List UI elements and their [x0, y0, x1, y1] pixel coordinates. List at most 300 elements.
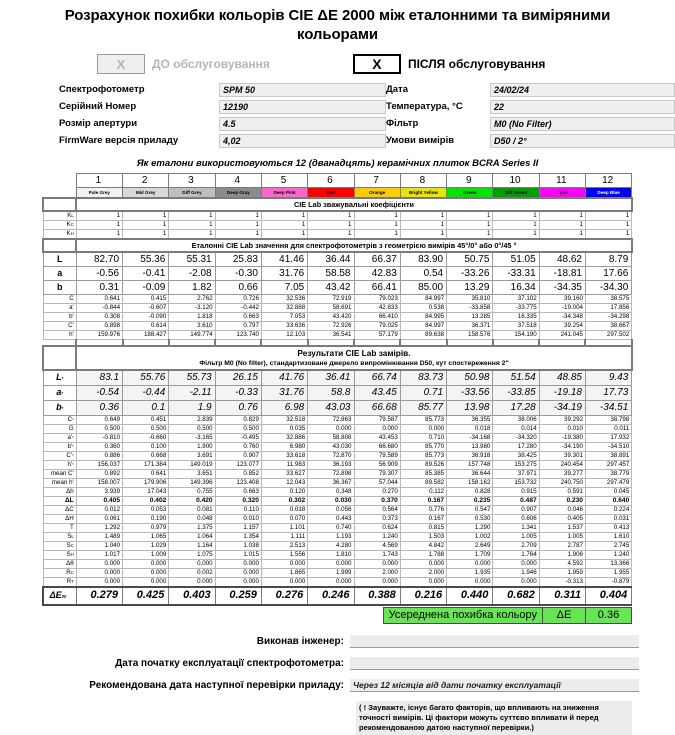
table-cell: 0.886 [76, 451, 122, 460]
label-serial: Серійний Номер [59, 101, 137, 112]
table-cell: 0.000 [354, 424, 400, 433]
row-label [43, 359, 76, 370]
table-cell: 0.000 [215, 577, 261, 587]
table-cell: 0.000 [215, 568, 261, 577]
table-cell: -3.120 [169, 304, 215, 313]
table-cell: 1.164 [169, 541, 215, 550]
info-row-aperture [59, 116, 386, 131]
table-cell: 1.375 [169, 523, 215, 532]
row-label: ΔC [43, 505, 76, 514]
table-cell: 2.787 [539, 541, 585, 550]
value-serial[interactable]: 12190 [219, 100, 386, 114]
value-aperture[interactable]: 4.5 [219, 117, 386, 131]
row-label [43, 174, 76, 188]
table-cell: -2.11 [169, 385, 215, 400]
table-cell: 159.976 [76, 331, 122, 340]
table-cell: -0.313 [539, 577, 585, 587]
table-cell: 12.103 [261, 331, 307, 340]
table-cell: 0.018 [261, 505, 307, 514]
measured-derived-row [43, 415, 632, 424]
table-cell: 0.979 [123, 523, 169, 532]
table-cell: 55.36 [123, 252, 169, 267]
table-cell: 17.856 [585, 304, 631, 313]
table-cell: 0.624 [354, 523, 400, 532]
table-cell: 85.385 [400, 469, 446, 478]
table-cell: 158.162 [447, 478, 493, 487]
table-cell: 57.044 [354, 478, 400, 487]
table-cell: 1 [493, 221, 539, 230]
table-cell: 1 [123, 221, 169, 230]
table-cell: 0.915 [493, 487, 539, 496]
engineer-label: Виконав інженер: [256, 635, 344, 647]
table-cell: 43.42 [308, 281, 354, 295]
table-cell: 1.193 [308, 532, 354, 541]
reference-lab-row [43, 252, 632, 267]
table-cell: 1 [76, 230, 122, 240]
table-cell: 79.025 [354, 322, 400, 331]
table-cell: 0.413 [585, 523, 631, 532]
table-cell: 33.636 [261, 322, 307, 331]
table-cell: 3 [169, 174, 215, 188]
label-filter: Фільтр [386, 118, 419, 129]
reference-derived-row [43, 295, 632, 304]
value-conditions[interactable]: D50 / 2° [490, 134, 675, 148]
table-cell: 39.301 [539, 451, 585, 460]
table-cell: 43.45 [354, 385, 400, 400]
table-cell: 1.788 [400, 550, 446, 559]
table-cell: -34.35 [539, 281, 585, 295]
section-title: Еталонні CIE Lab значення для спектрофотометрів з геометрією вимірів 45°/0° або 0°/45 ° [76, 239, 632, 252]
table-cell: 0.829 [215, 415, 261, 424]
table-cell: 16.335 [493, 313, 539, 322]
table-cell: 0.907 [215, 451, 261, 460]
row-label: h' [43, 331, 76, 340]
row-label: ΔL [43, 496, 76, 505]
table-cell: 1.017 [76, 550, 122, 559]
section-title: Фільтр M0 (No filter), стандартизоване джерело випромінювання D50, кут спостереження 2" [76, 359, 632, 370]
info-row-spectrophotometer [59, 82, 386, 97]
table-cell: 158.007 [76, 478, 122, 487]
table-cell: 2.709 [493, 541, 539, 550]
table-cell: 0.892 [76, 469, 122, 478]
table-cell: 0.053 [123, 505, 169, 514]
table-cell: 72.919 [308, 295, 354, 304]
table-cell: 85.773 [400, 415, 446, 424]
next-check-label: Рекомендована дата наступної перевірки приладу: [89, 679, 344, 691]
table-cell: 38.891 [585, 451, 631, 460]
next-check-input[interactable]: Через 12 місяців від дати початку експлуатації [350, 679, 639, 692]
table-cell: -34.19 [539, 400, 585, 415]
table-cell: 0.740 [308, 523, 354, 532]
table-cell: 51.05 [493, 252, 539, 267]
table-cell: 89.526 [400, 460, 446, 469]
table-cell: 0.404 [585, 587, 631, 605]
table-cell: 0.797 [215, 322, 261, 331]
table-cell: 0.035 [261, 424, 307, 433]
table-cell: 0.279 [76, 587, 122, 605]
start-date-label: Дата початку експлуатації спектрофотометра: [115, 657, 344, 669]
table-cell: -33.858 [447, 304, 493, 313]
table-cell: 55.76 [123, 370, 169, 386]
table-cell: -3.165 [169, 433, 215, 442]
table-cell: 0.500 [215, 424, 261, 433]
table-cell: 1.002 [447, 532, 493, 541]
row-label: SL [43, 532, 76, 541]
table-cell: 79.307 [354, 469, 400, 478]
table-cell: 51.54 [493, 370, 539, 386]
table-cell: 0.010 [215, 514, 261, 523]
table-cell: 1.292 [76, 523, 122, 532]
table-cell: 1.537 [539, 523, 585, 532]
table-cell: 0.443 [308, 514, 354, 523]
footer-row-next-check [0, 679, 675, 692]
section-results-title [43, 346, 632, 359]
table-cell: 58.58 [308, 267, 354, 281]
table-cell: -19.18 [539, 385, 585, 400]
table-cell: 66.410 [354, 313, 400, 322]
average-error-symbol: ΔE [542, 608, 585, 623]
measured-derived-row [43, 451, 632, 460]
table-cell: 1.556 [261, 550, 307, 559]
table-cell: 0.000 [76, 559, 122, 568]
table-cell: Diff Green [493, 188, 539, 199]
table-cell: 0.167 [400, 514, 446, 523]
table-cell: 0.36 [76, 400, 122, 415]
table-cell: 0.348 [308, 487, 354, 496]
delta-e-row [43, 587, 632, 605]
row-label: b* [43, 400, 76, 415]
table-cell: 79.587 [354, 415, 400, 424]
measured-derived-row [43, 487, 632, 496]
table-cell: 0.259 [215, 587, 261, 605]
row-label: RT [43, 577, 76, 587]
table-cell: -0.44 [123, 385, 169, 400]
table-cell: 17.66 [585, 267, 631, 281]
row-label: a [43, 267, 76, 281]
table-cell: 0.235 [447, 496, 493, 505]
table-cell: 48.62 [539, 252, 585, 267]
table-cell: 1 [400, 230, 446, 240]
table-cell: 1 [215, 221, 261, 230]
table-cell: 1.743 [354, 550, 400, 559]
table-cell: -0.607 [123, 304, 169, 313]
table-cell: 0.898 [76, 322, 122, 331]
table-cell: 42.833 [354, 304, 400, 313]
table-cell: 0.000 [169, 559, 215, 568]
section-title: CIE Lab зважувальні коефіцієнти [76, 198, 632, 211]
table-cell: 123.077 [215, 460, 261, 469]
table-cell: 0.641 [76, 295, 122, 304]
table-cell: 0.000 [123, 577, 169, 587]
table-cell: 39.277 [539, 469, 585, 478]
start-date-input[interactable] [350, 657, 639, 670]
table-cell: 0.66 [215, 281, 261, 295]
table-cell: 0.420 [169, 496, 215, 505]
table-cell: 39.254 [539, 322, 585, 331]
table-cell: 1.818 [169, 313, 215, 322]
device-info [0, 82, 675, 150]
table-cell: 2 [123, 174, 169, 188]
table-cell: 0.649 [76, 415, 122, 424]
table-cell: 1.240 [354, 532, 400, 541]
table-cell: 1 [308, 221, 354, 230]
row-label: C [43, 295, 76, 304]
row-label [43, 188, 76, 199]
table-cell: 36.41 [308, 370, 354, 386]
table-cell: 17.28 [493, 400, 539, 415]
reference-derived-row [43, 322, 632, 331]
after-service-checkbox[interactable]: X [353, 54, 401, 74]
engineer-input[interactable] [350, 635, 639, 648]
table-cell: -34.30 [585, 281, 631, 295]
table-cell: -0.54 [76, 385, 122, 400]
table-cell: 43.030 [308, 442, 354, 451]
table-cell: 1 [169, 211, 215, 221]
table-cell: 8 [400, 174, 446, 188]
table-cell: 17.280 [493, 442, 539, 451]
table-cell: -34.348 [539, 313, 585, 322]
device-info-left [59, 82, 386, 150]
table-cell: 4.842 [400, 541, 446, 550]
table-cell: 58.8 [308, 385, 354, 400]
table-cell: 17.932 [585, 433, 631, 442]
label-aperture: Розмір апертури [59, 118, 138, 129]
table-cell: 84.997 [400, 295, 446, 304]
service-mode-row [0, 53, 675, 75]
color-swatch-row [43, 188, 632, 199]
table-cell: 0.614 [123, 322, 169, 331]
table-cell: 240.454 [539, 460, 585, 469]
table-cell: Deep Gray [215, 188, 261, 199]
table-cell: 38.667 [585, 322, 631, 331]
table-cell: 0.682 [493, 587, 539, 605]
table-cell: 0.500 [169, 424, 215, 433]
table-cell: 0.100 [123, 442, 169, 451]
table-cell: 38.425 [493, 451, 539, 460]
table-cell: Orange [354, 188, 400, 199]
table-cell: 0.000 [76, 568, 122, 577]
table-cell: 0.061 [76, 514, 122, 523]
table-cell: 89.582 [400, 478, 446, 487]
table-cell: 25.83 [215, 252, 261, 267]
table-cell: 0.000 [447, 559, 493, 568]
table-cell: 0.002 [169, 568, 215, 577]
measured-derived-row [43, 577, 632, 587]
table-cell: 0.046 [539, 505, 585, 514]
table-cell: 0.031 [585, 514, 631, 523]
before-service-checkbox[interactable]: X [97, 54, 145, 74]
table-cell: 0.302 [261, 496, 307, 505]
table-cell: 10 [493, 174, 539, 188]
table-cell: 2.745 [585, 541, 631, 550]
table-cell: 0.000 [215, 559, 261, 568]
table-cell: Deep Blue [585, 188, 631, 199]
table-cell: 1 [169, 221, 215, 230]
table-cell: 2.513 [261, 541, 307, 550]
table-cell: 0.1 [123, 400, 169, 415]
value-temperature[interactable]: 22 [490, 100, 675, 114]
table-cell: 1.999 [308, 568, 354, 577]
section-reference [43, 239, 632, 252]
table-cell: 1 [76, 174, 122, 188]
table-cell: 7 [354, 174, 400, 188]
table-cell: 89.638 [400, 331, 446, 340]
table-cell: 0.000 [308, 559, 354, 568]
table-cell: 3.939 [76, 487, 122, 496]
table-cell: 3.691 [169, 451, 215, 460]
measured-derived-row [43, 532, 632, 541]
row-label: KH [43, 230, 76, 240]
table-cell: 0.190 [123, 514, 169, 523]
table-cell: 0.045 [585, 487, 631, 496]
table-cell: 0.640 [585, 496, 631, 505]
table-cell: -0.810 [76, 433, 122, 442]
table-cell: 0.000 [123, 559, 169, 568]
table-cell: 153.275 [493, 460, 539, 469]
row-label: SC [43, 541, 76, 550]
table-cell: 1.935 [447, 568, 493, 577]
table-cell: 36.644 [447, 469, 493, 478]
table-cell: 0.000 [261, 577, 307, 587]
table-cell: 56.909 [354, 460, 400, 469]
table-cell: 1.865 [261, 568, 307, 577]
table-cell: 1.029 [123, 541, 169, 550]
info-row-date [386, 82, 675, 97]
row-label: RC [43, 568, 76, 577]
table-cell: 1 [261, 211, 307, 221]
table-cell: 0.425 [123, 587, 169, 605]
table-cell: 57.179 [354, 331, 400, 340]
table-cell: 149.396 [169, 478, 215, 487]
row-label: L* [43, 370, 76, 386]
table-cell: 1 [76, 221, 122, 230]
table-cell: 36.367 [308, 478, 354, 487]
table-cell: 0.012 [76, 505, 122, 514]
reference-lab-row [43, 281, 632, 295]
table-cell: 297.502 [585, 331, 631, 340]
table-cell: 0.360 [76, 442, 122, 451]
table-cell: 79.023 [354, 295, 400, 304]
table-cell: 1 [123, 230, 169, 240]
label-date: Дата [386, 84, 408, 95]
table-cell: 0.530 [447, 514, 493, 523]
table-cell: 0.030 [308, 496, 354, 505]
table-cell: -0.30 [215, 267, 261, 281]
table-cell: 1 [447, 230, 493, 240]
measured-lab-row [43, 385, 632, 400]
measured-derived-row [43, 496, 632, 505]
table-cell: 1.341 [493, 523, 539, 532]
column-number-row [43, 174, 632, 188]
table-cell: 12.043 [261, 478, 307, 487]
info-row-conditions [386, 133, 675, 148]
table-cell: 0.167 [400, 496, 446, 505]
table-cell: 158.576 [447, 331, 493, 340]
table-cell: 85.773 [400, 451, 446, 460]
table-cell: Deep Pink [261, 188, 307, 199]
table-cell: 1.009 [123, 550, 169, 559]
table-cell: -34.510 [585, 442, 631, 451]
value-spectrophotometer[interactable]: SPM 50 [219, 83, 386, 97]
table-cell: 0.852 [215, 469, 261, 478]
table-cell: 41.46 [261, 252, 307, 267]
table-cell: 0.641 [123, 469, 169, 478]
table-cell: 42.83 [354, 267, 400, 281]
table-cell: 0.110 [215, 505, 261, 514]
table-cell: 9.43 [585, 370, 631, 386]
table-cell: 0.246 [308, 587, 354, 605]
table-cell: 4 [215, 174, 261, 188]
row-label: h'* [43, 460, 76, 469]
table-cell: 11 [539, 174, 585, 188]
value-date[interactable]: 24/02/24 [490, 83, 675, 97]
page-title: Розрахунок похибки кольорів CIE ΔE 2000 між еталонними та виміряними кольорами [64, 7, 611, 43]
table-cell: -18.81 [539, 267, 585, 281]
table-cell: 58.691 [308, 304, 354, 313]
table-cell: 13.98 [447, 400, 493, 415]
value-filter[interactable]: M0 (No Filter) [490, 117, 675, 131]
table-cell: 16.34 [493, 281, 539, 295]
table-cell: Cyan [539, 188, 585, 199]
table-cell: 0.112 [400, 487, 446, 496]
table-cell: 5 [261, 174, 307, 188]
table-cell: 13.366 [585, 559, 631, 568]
table-cell: -2.08 [169, 267, 215, 281]
table-cell: 84.997 [400, 322, 446, 331]
table-cell: 297.457 [585, 460, 631, 469]
table-cell: 33.627 [261, 469, 307, 478]
table-cell: 0.415 [123, 295, 169, 304]
table-cell: 0.230 [539, 496, 585, 505]
measured-derived-row [43, 541, 632, 550]
table-cell: 84.995 [400, 313, 446, 322]
table-cell: 0.120 [261, 487, 307, 496]
measured-derived-row [43, 568, 632, 577]
table-cell: 66.41 [354, 281, 400, 295]
measured-lab-row [43, 370, 632, 386]
average-error-value: 0.36 [585, 608, 631, 623]
table-cell: 0.815 [400, 523, 446, 532]
table-cell: 1.065 [123, 532, 169, 541]
row-label [43, 198, 76, 211]
table-cell: 13.29 [447, 281, 493, 295]
table-cell: 0.000 [493, 577, 539, 587]
table-cell: 72.926 [308, 322, 354, 331]
table-cell: 36.355 [447, 415, 493, 424]
table-cell: 1.240 [585, 550, 631, 559]
table-cell: 32.536 [261, 295, 307, 304]
row-label: G [43, 424, 76, 433]
table-cell: -33.775 [493, 304, 539, 313]
table-cell: 37.102 [493, 295, 539, 304]
table-cell: 1.101 [261, 523, 307, 532]
table-cell: 0.000 [400, 559, 446, 568]
table-cell: 38.006 [493, 415, 539, 424]
value-firmware[interactable]: 4,02 [219, 134, 386, 148]
table-cell: 1 [539, 230, 585, 240]
table-cell: 1 [493, 230, 539, 240]
table-cell: 0.000 [261, 559, 307, 568]
table-cell: 0.71 [400, 385, 446, 400]
table-cell: 153.732 [493, 478, 539, 487]
label-firmware: FirmWare версія приладу [59, 135, 179, 146]
table-cell: -0.660 [123, 433, 169, 442]
table-cell: 11.983 [261, 460, 307, 469]
table-cell: 0.663 [215, 487, 261, 496]
table-cell: 0.405 [539, 514, 585, 523]
table-cell: 79.589 [354, 451, 400, 460]
table-cell: 1.038 [215, 541, 261, 550]
